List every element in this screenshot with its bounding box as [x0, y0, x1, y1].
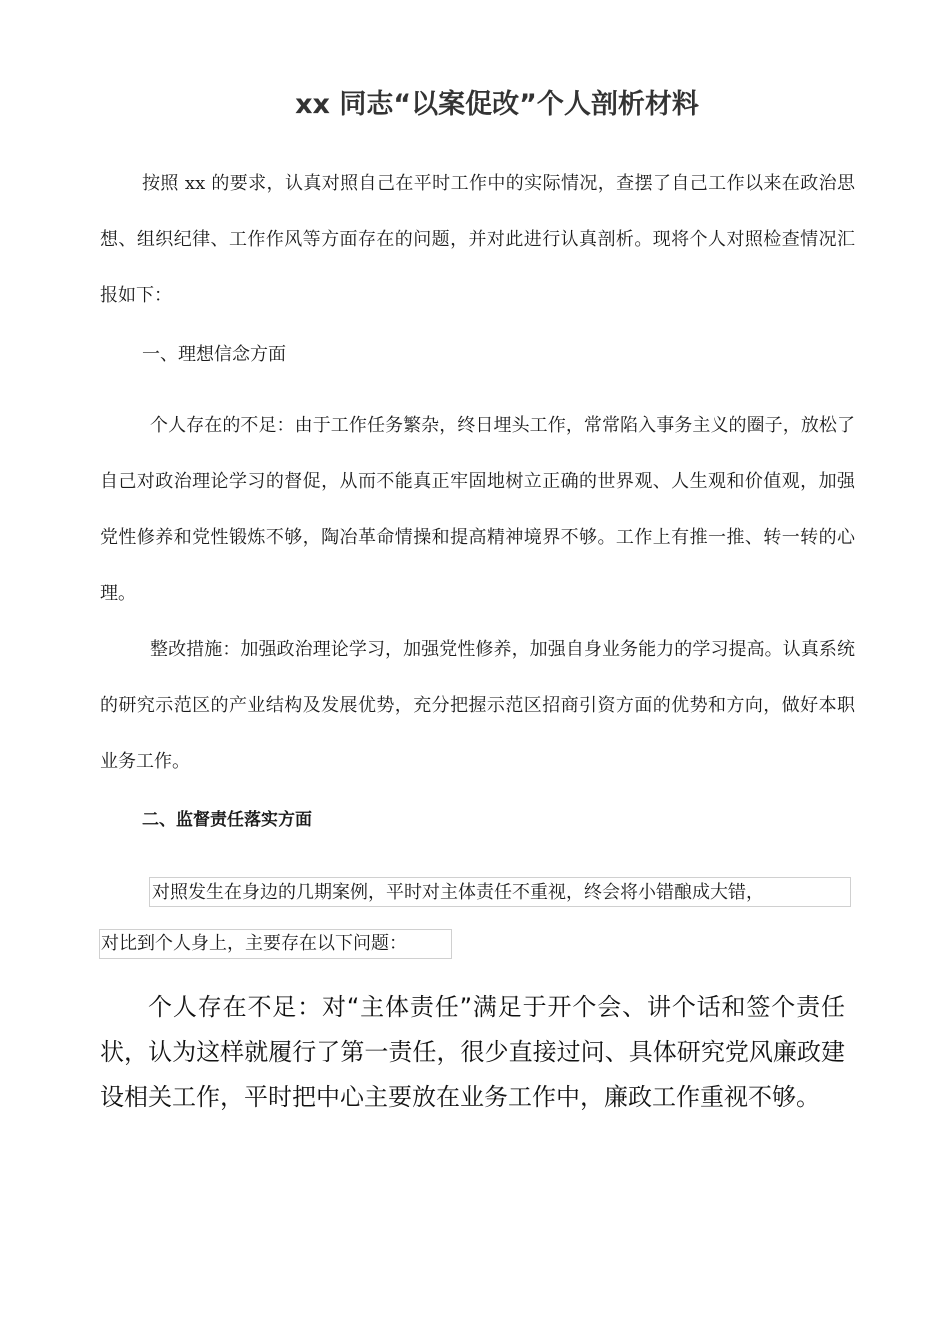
section-2-intro-line-2-textbox: 对比到个人身上，主要存在以下问题：: [99, 929, 452, 959]
section-1-heading: 一、理想信念方面: [142, 344, 286, 365]
section-2-shortcoming-paragraph: 个人存在不足：对“主体责任”满足于开个会、讲个话和签个责任状，认为这样就履行了第一责任，很少直接过问、具体研究党风廉政建设相关工作，平时把中心主要放在业务工作中，廉政工作重视不够。: [100, 993, 845, 1111]
section-2-intro-line-1-textbox: 对照发生在身边的几期案例，平时对主体责任不重视，终会将小错酿成大错，: [149, 877, 851, 907]
section-2-heading: 二、监督责任落实方面: [142, 810, 312, 830]
section-1-shortcoming-paragraph: 个人存在的不足：由于工作任务繁杂，终日埋头工作，常常陷入事务主义的圈子，放松了自己对政治理论学习的督促，从而不能真正牢固地树立正确的世界观、人生观和价值观，加强党性修养和党性锻炼不够，陶冶革命情操和提高精神境界不够。工作上有推一推、转一转的心理。: [100, 415, 855, 604]
document-title: xx 同志“以案促改”个人剖析材料: [295, 89, 699, 120]
intro-paragraph: 按照 xx 的要求，认真对照自己在平时工作中的实际情况，查摆了自己工作以来在政治思想、组织纪律、工作作风等方面存在的问题，并对此进行认真剖析。现将个人对照检查情况汇报如下：: [100, 173, 855, 306]
section-1-measures-paragraph: 整改措施：加强政治理论学习，加强党性修养，加强自身业务能力的学习提高。认真系统的研究示范区的产业结构及发展优势，充分把握示范区招商引资方面的优势和方向，做好本职业务工作。: [100, 639, 855, 772]
